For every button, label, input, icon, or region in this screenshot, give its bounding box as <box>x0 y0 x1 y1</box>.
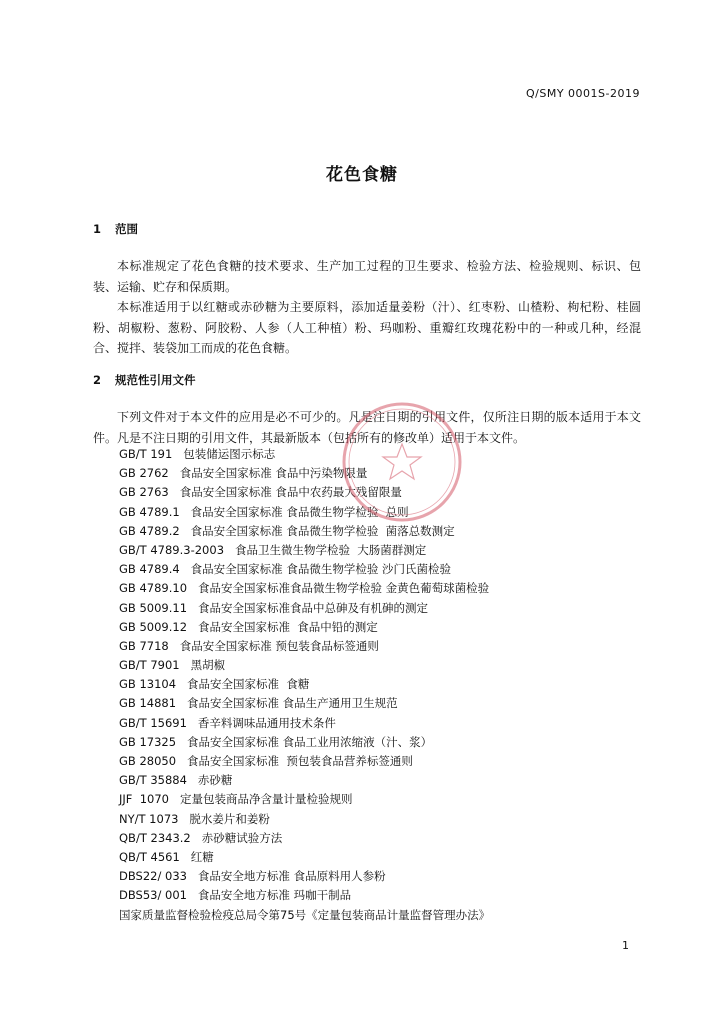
reference-item: GB 4789.1 食品安全国家标准 食品微生物学检验 总则 <box>119 504 409 519</box>
reference-item: 国家质量监督检验检疫总局令第75号《定量包装商品计量监督管理办法》 <box>119 907 491 922</box>
reference-item: GB 4789.10 食品安全国家标准食品微生物学检验 金黄色葡萄球菌检验 <box>119 581 490 596</box>
reference-item: GB 2763 食品安全国家标准 食品中农药最大残留限量 <box>119 485 402 500</box>
reference-item: GB/T 35884 赤砂糖 <box>119 773 233 788</box>
page-title: 花色食糖 <box>326 165 398 185</box>
reference-item: GB 7718 食品安全国家标准 预包装食品标签通则 <box>119 638 379 653</box>
section-2-intro: 下列文件对于本文件的应用是必不可少的。凡是注日期的引用文件，仅所注日期的版本适用于本文件。凡是不注日期的引用文件，其最新版本（包括所有的修改单）适用于本文件。 <box>93 410 641 445</box>
section-1-heading <box>93 221 138 237</box>
reference-item: DBS53/ 001 食品安全地方标准 玛咖干制品 <box>119 888 352 903</box>
reference-item: GB/T 191 包装储运图示标志 <box>119 447 276 461</box>
section-1-number: 1 <box>93 222 102 236</box>
reference-item: GB 4789.2 食品安全国家标准 食品微生物学检验 菌落总数测定 <box>119 523 455 538</box>
section-1-paragraph-1: 本标准规定了花色食糖的技术要求、生产加工过程的卫生要求、检验方法、检验规则、标识、包装、运输、贮存和保质期。 <box>93 259 641 294</box>
reference-item: QB/T 2343.2 赤砂糖试验方法 <box>119 830 283 845</box>
company-seal-stamp <box>340 400 464 524</box>
reference-item: QB/T 4561 红糖 <box>119 849 214 864</box>
section-1-paragraph-2: 本标准适用于以红糖或赤砂糖为主要原料，添加适量姜粉（汁）、红枣粉、山楂粉、枸杞粉、桂圆粉、胡椒粉、葱粉、阿胶粉、人参（人工种植）粉、玛咖粉、重瓣红玫瑰花粉中的一种或几种，经混合、搅拌、装袋加工而成的花色食糖。 <box>93 300 641 355</box>
reference-item: GB 2762 食品安全国家标准 食品中污染物限量 <box>119 466 368 481</box>
reference-item: GB 5009.12 食品安全国家标准 食品中铅的测定 <box>119 619 378 634</box>
reference-item: GB/T 15691 香辛料调味品通用技术条件 <box>119 715 336 730</box>
reference-item: DBS22/ 033 食品安全地方标准 食品原料用人参粉 <box>119 869 386 884</box>
page-number: 1 <box>622 939 629 952</box>
reference-item: GB/T 4789.3-2003 食品卫生微生物学检验 大肠菌群测定 <box>119 542 427 557</box>
section-2-title: 规范性引用文件 <box>115 373 196 387</box>
reference-item: GB/T 7901 黑胡椒 <box>119 658 226 673</box>
reference-item: GB 4789.4 食品安全国家标准 食品微生物学检验 沙门氏菌检验 <box>119 562 451 577</box>
reference-item: GB 28050 食品安全国家标准 预包装食品营养标签通则 <box>119 754 413 768</box>
section-2-number: 2 <box>93 373 102 387</box>
section-1-title: 范围 <box>115 222 138 236</box>
section-2-heading <box>93 372 196 388</box>
reference-item: GB 5009.11 食品安全国家标准食品中总砷及有机砷的测定 <box>119 600 428 615</box>
reference-item: NY/T 1073 脱水姜片和姜粉 <box>119 811 270 826</box>
reference-item: JJF 1070 定量包装商品净含量计量检验规则 <box>119 792 353 807</box>
reference-item: GB 17325 食品安全国家标准 食品工业用浓缩液（汁、浆） <box>119 734 433 749</box>
reference-item: GB 13104 食品安全国家标准 食糖 <box>119 677 310 692</box>
standard-code: Q/SMY 0001S-2019 <box>526 87 640 100</box>
reference-item: GB 14881 食品安全国家标准 食品生产通用卫生规范 <box>119 696 398 711</box>
